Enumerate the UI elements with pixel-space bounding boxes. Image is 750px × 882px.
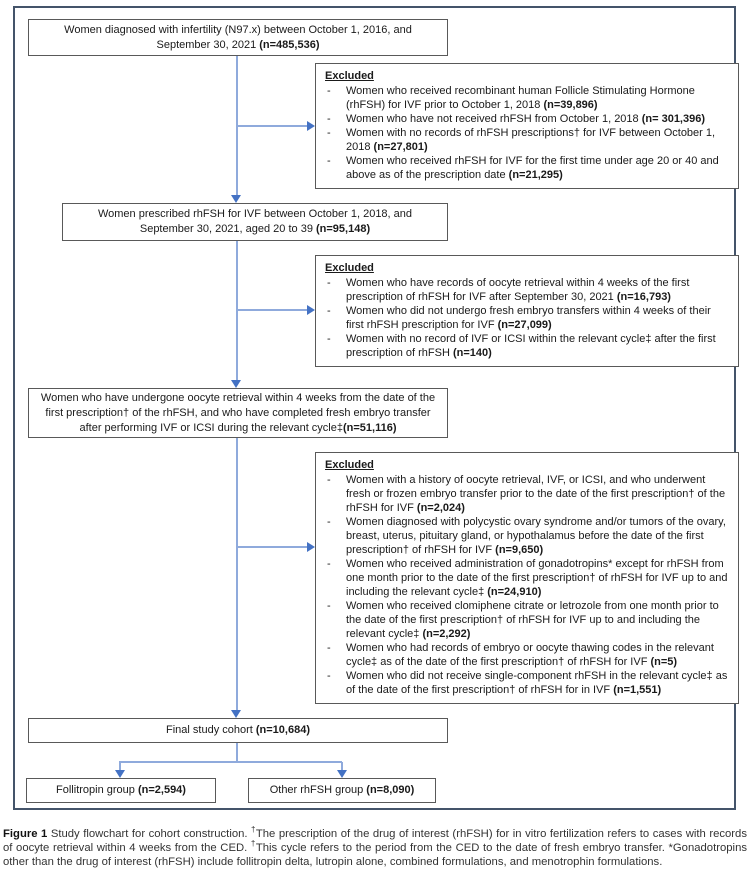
arrow-down-icon: [337, 770, 347, 778]
excluded-item: - Women who did not undergo fresh embryo transfers within 4 weeks of their first rhFSH prescription for IVF (n=27,099): [327, 305, 711, 331]
excluded-item: - Women who received clomiphene citrate or letrozole from one month prior to the date of the first prescription† of rhFSH for IVF up to and including the relevant cycle‡ (n=2,292): [327, 600, 719, 640]
excluded-item: - Women who received rhFSH for IVF for the first time under age 20 or 40 and above as of the prescription date (n=21,295): [327, 155, 719, 181]
excluded-item: - Women who have records of oocyte retrieval within 4 weeks of the first prescription of rhFSH for IVF after September 30, 2021 (n=16,793): [327, 277, 690, 303]
connector-branch2: [237, 309, 308, 311]
arrow-down-icon: [115, 770, 125, 778]
box-final-text: Final study cohort (n=10,684): [166, 724, 310, 736]
excluded-title: Excluded: [325, 262, 374, 274]
excluded-list: [325, 473, 729, 697]
excluded-item: - Women who received recombinant human Follicle Stimulating Hormone (rhFSH) for IVF prior to October 1, 2018 (n=39,896): [327, 85, 695, 111]
figure-caption: Figure 1 Study flowchart for cohort construction. †The prescription of the drug of interest (rhFSH) for in vitro fertilization refers to cases with records of oocyte retrieval within 4 weeks from the CED. †This cycle refers to the period from the CED to the date of fresh embryo transfer. *Gonadotropins other than the drug of interest (rhFSH) include follitropin delta, lutropin alone, combined formulations, and menotrophin formulations.: [3, 825, 748, 868]
arrow-right-icon: [307, 305, 315, 315]
excluded-item: - Women who have not received rhFSH from October 1, 2018 (n= 301,396): [327, 113, 706, 125]
excluded-title: Excluded: [325, 459, 374, 471]
box-final-cohort: [28, 718, 448, 743]
arrow-down-icon: [231, 195, 241, 203]
excluded-title: Excluded: [325, 70, 374, 82]
excluded-item: - Women with no record of IVF or ICSI within the relevant cycle‡ after the first prescription of rhFSH (n=140): [327, 333, 716, 359]
excluded-item: - Women with no records of rhFSH prescriptions† for IVF between October 1, 2018 (n=27,801): [327, 127, 716, 153]
box-oocyte-text: Women who have undergone oocyte retrieval within 4 weeks from the date of the first prescription† of the rhFSH, and who have completed fresh embryo transfer after performing IVF or ICSI during the relevant cycle‡(n=51,116): [40, 391, 436, 434]
arrow-down-icon: [231, 380, 241, 388]
box-infertility-text: Women diagnosed with infertility (N97.x) between October 1, 2016, and September 30, 2021 (n=485,536): [64, 23, 412, 51]
box-prescribed-text: Women prescribed rhFSH for IVF between October 1, 2018, and September 30, 2021, aged 20 to 39 (n=95,148): [97, 208, 413, 235]
connector-v2: [236, 241, 238, 381]
box-infertility-population: [28, 19, 448, 56]
excluded-box-3: [315, 452, 739, 704]
excluded-item: - Women who did not receive single-component rhFSH in the relevant cycle‡ as of the date of the first prescription† of rhFSH for in IVF (n=1,551): [327, 670, 728, 696]
arrow-down-icon: [231, 710, 241, 718]
box-follitropin-text: Follitropin group (n=2,594): [56, 784, 186, 796]
box-other-text: Other rhFSH group (n=8,090): [269, 784, 415, 796]
box-prescribed-rhfsh: [62, 203, 448, 241]
box-other-rhfsh-group: [248, 778, 436, 803]
excluded-list: [325, 276, 729, 360]
excluded-item: - Women who received administration of gonadotropins* except for rhFSH from one month prior to the date of the first prescription† of rhFSH for IVF up to and including the relevant cycle‡ (n=24,910): [327, 558, 728, 598]
connector-split-bar: [119, 761, 342, 763]
arrow-right-icon: [307, 542, 315, 552]
excluded-item: - Women with a history of oocyte retrieval, IVF, or ICSI, and who underwent fresh or frozen embryo transfer prior to the date of the first prescription† of the rhFSH for IVF (n=2,024): [327, 474, 726, 514]
connector-v3: [236, 438, 238, 711]
arrow-right-icon: [307, 121, 315, 131]
excluded-list: [325, 84, 729, 182]
connector-branch3: [237, 546, 308, 548]
excluded-box-2: [315, 255, 739, 367]
box-oocyte-retrieval: [28, 388, 448, 438]
excluded-item: - Women who had records of embryo or oocyte thawing codes in the relevant cycle‡ as of the date of the first prescription† of rhFSH for IVF (n=5): [327, 642, 714, 668]
box-follitropin-group: [26, 778, 216, 803]
connector-split-stem: [236, 743, 238, 762]
excluded-item: - Women diagnosed with polycystic ovary syndrome and/or tumors of the ovary, breast, uterus, pituitary gland, or hypothalamus before the date of the first prescription† of rhFSH for IVF (n=9,650): [327, 516, 726, 556]
connector-branch1: [237, 125, 308, 127]
excluded-box-1: [315, 63, 739, 189]
